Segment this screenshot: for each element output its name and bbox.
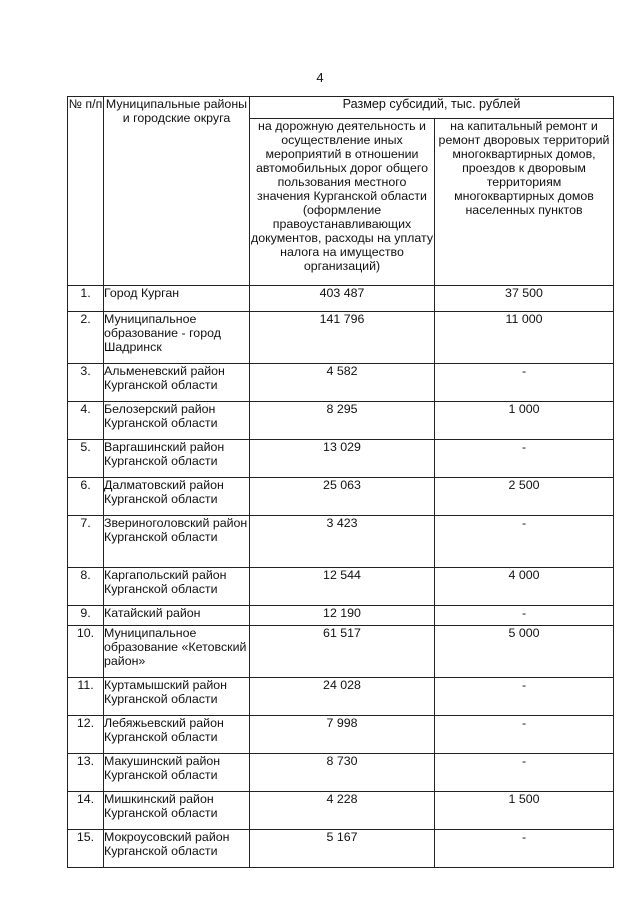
row-yard-value: - — [435, 716, 614, 754]
row-municipality: Катайский район — [104, 606, 250, 626]
row-number: 11. — [68, 678, 104, 716]
subsidies-table — [67, 96, 614, 868]
row-yard-value: - — [435, 606, 614, 626]
row-municipality: Альменевский район Курганской области — [104, 364, 250, 402]
table-row — [68, 568, 614, 606]
row-road-value: 403 487 — [250, 286, 435, 312]
row-yard-value: 11 000 — [435, 312, 614, 364]
row-yard-value: 5 000 — [435, 626, 614, 678]
row-yard-value: - — [435, 754, 614, 792]
table-row — [68, 716, 614, 754]
row-yard-value: - — [435, 678, 614, 716]
table-row — [68, 440, 614, 478]
table-row — [68, 754, 614, 792]
table-row — [68, 516, 614, 568]
header-road-activity: на дорожную деятельность и осуществление иных мероприятий в отношении автомобильных дорог общего пользования местного значения Курганской области (оформление правоустанавливающих документов, расходы на уплату налога на имущество организаций) — [250, 119, 435, 286]
row-municipality: Мишкинский район Курганской области — [104, 792, 250, 830]
row-number: 1. — [68, 286, 104, 312]
row-municipality: Далматовский район Курганской области — [104, 478, 250, 516]
row-municipality: Каргапольский район Курганской области — [104, 568, 250, 606]
row-number: 8. — [68, 568, 104, 606]
table-row — [68, 364, 614, 402]
row-yard-value: 2 500 — [435, 478, 614, 516]
row-road-value: 12 190 — [250, 606, 435, 626]
row-number: 10. — [68, 626, 104, 678]
row-number: 2. — [68, 312, 104, 364]
row-road-value: 141 796 — [250, 312, 435, 364]
row-yard-value: 1 000 — [435, 402, 614, 440]
row-number: 7. — [68, 516, 104, 568]
row-yard-value: - — [435, 830, 614, 868]
header-subsidy-size: Размер субсидий, тыс. рублей — [250, 97, 614, 119]
table-row — [68, 678, 614, 716]
row-road-value: 25 063 — [250, 478, 435, 516]
row-municipality: Лебяжьевский район Курганской области — [104, 716, 250, 754]
row-road-value: 5 167 — [250, 830, 435, 868]
row-road-value: 8 295 — [250, 402, 435, 440]
table-row — [68, 478, 614, 516]
row-municipality: Мокроусовский район Курганской области — [104, 830, 250, 868]
row-number: 3. — [68, 364, 104, 402]
row-yard-value: - — [435, 440, 614, 478]
table-row — [68, 286, 614, 312]
row-municipality: Город Курган — [104, 286, 250, 312]
row-road-value: 8 730 — [250, 754, 435, 792]
row-number: 5. — [68, 440, 104, 478]
row-yard-value: 4 000 — [435, 568, 614, 606]
row-number: 14. — [68, 792, 104, 830]
row-road-value: 12 544 — [250, 568, 435, 606]
row-yard-value: 37 500 — [435, 286, 614, 312]
table-row — [68, 312, 614, 364]
row-municipality: Варгашинский район Курганской области — [104, 440, 250, 478]
row-number: 6. — [68, 478, 104, 516]
row-road-value: 3 423 — [250, 516, 435, 568]
header-municipality: Муниципальные районы и городские округа — [104, 97, 250, 286]
row-municipality: Звериноголовский район Курганской области — [104, 516, 250, 568]
row-number: 4. — [68, 402, 104, 440]
row-yard-value: - — [435, 364, 614, 402]
row-number: 13. — [68, 754, 104, 792]
table-row — [68, 606, 614, 626]
header-yard-repair: на капитальный ремонт и ремонт дворовых территорий многоквартирных домов, проездов к дворовым территориям многоквартирных домов населенных пунктов — [435, 119, 614, 286]
table-row — [68, 626, 614, 678]
row-road-value: 13 029 — [250, 440, 435, 478]
row-municipality: Муниципальное образование - город Шадринск — [104, 312, 250, 364]
table-row — [68, 792, 614, 830]
row-road-value: 24 028 — [250, 678, 435, 716]
row-number: 9. — [68, 606, 104, 626]
row-road-value: 4 582 — [250, 364, 435, 402]
row-road-value: 4 228 — [250, 792, 435, 830]
row-road-value: 7 998 — [250, 716, 435, 754]
row-number: 12. — [68, 716, 104, 754]
table-row — [68, 402, 614, 440]
row-yard-value: - — [435, 516, 614, 568]
row-number: 15. — [68, 830, 104, 868]
header-number: № п/п — [68, 97, 104, 286]
row-municipality: Белозерский район Курганской области — [104, 402, 250, 440]
row-yard-value: 1 500 — [435, 792, 614, 830]
row-municipality: Куртамышский район Курганской области — [104, 678, 250, 716]
row-road-value: 61 517 — [250, 626, 435, 678]
row-municipality: Муниципальное образование «Кетовский район» — [104, 626, 250, 678]
row-municipality: Макушинский район Курганской области — [104, 754, 250, 792]
page-number: 4 — [316, 70, 324, 85]
table-row — [68, 830, 614, 868]
